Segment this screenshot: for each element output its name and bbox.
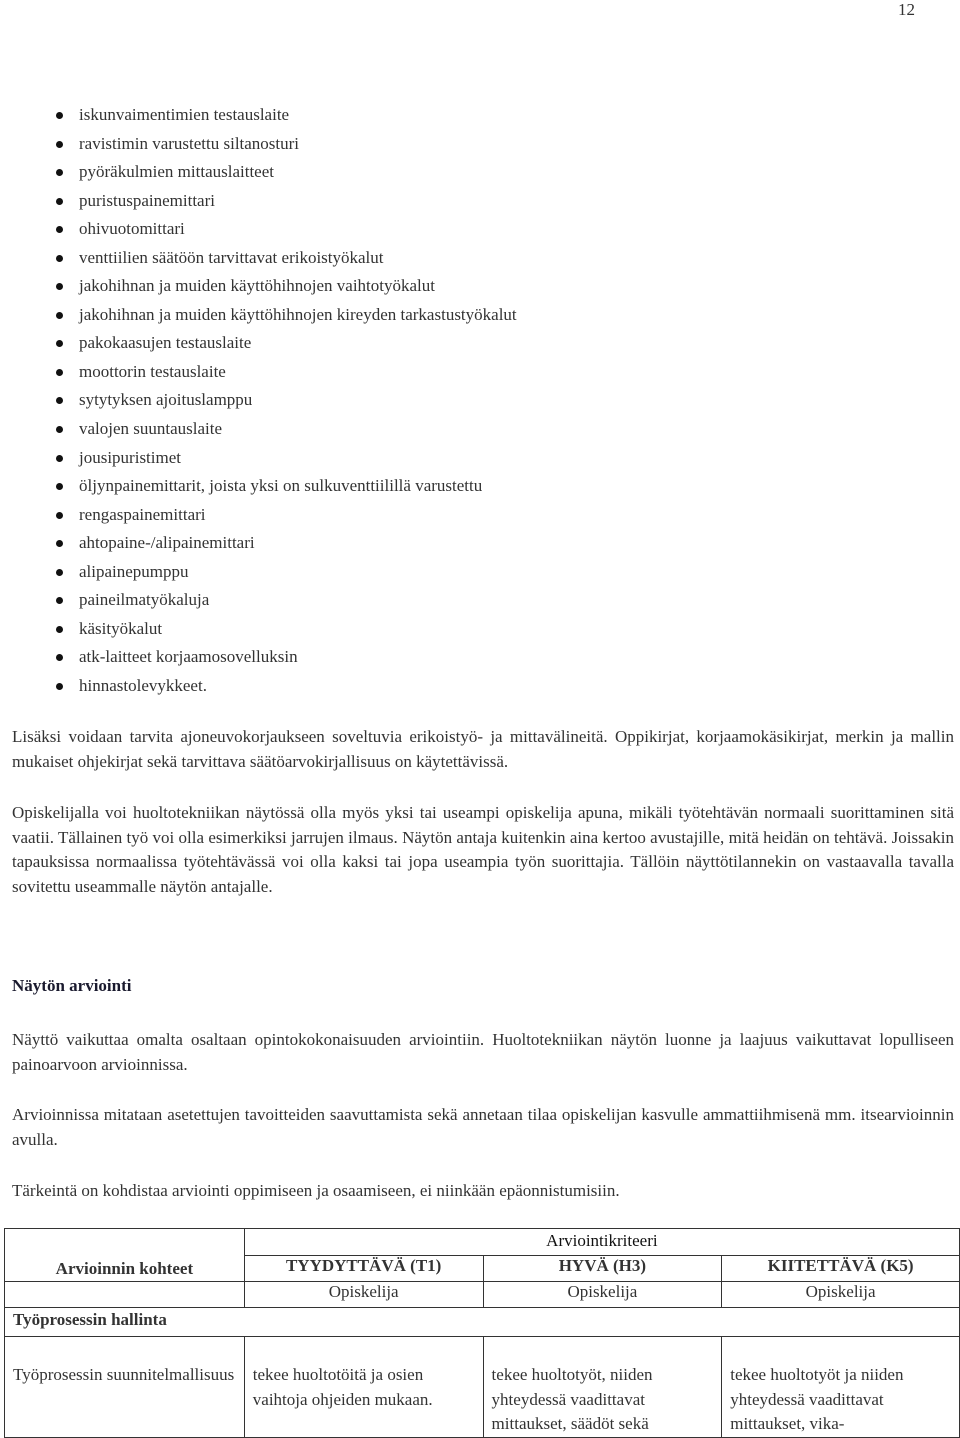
bullet-icon: [56, 255, 63, 262]
bullet-icon: [56, 226, 63, 233]
list-item: ohivuotomittari: [45, 215, 517, 244]
list-item: hinnastolevykkeet.: [45, 672, 517, 701]
list-item: alipainepumppu: [45, 558, 517, 587]
list-item: paineilmatyökaluja: [45, 586, 517, 615]
row-k5: tekee huoltotyöt ja niiden yhteydessä vaadittavat mittaukset, vika-: [722, 1337, 960, 1438]
bullet-icon: [56, 369, 63, 376]
bullet-icon: [56, 426, 63, 433]
list-item: jousipuristimet: [45, 444, 517, 473]
bullet-icon: [56, 654, 63, 661]
header-k5: KIITETTÄVÄ (K5): [722, 1256, 960, 1282]
header-h3: HYVÄ (H3): [483, 1256, 722, 1282]
list-item: venttiilien säätöön tarvittavat erikoistyökalut: [45, 244, 517, 273]
list-item: öljynpainemittarit, joista yksi on sulkuventtiilillä varustettu: [45, 472, 517, 501]
student-t1: Opiskelija: [244, 1282, 483, 1308]
bullet-icon: [56, 626, 63, 633]
student-k5: Opiskelija: [722, 1282, 960, 1308]
list-item: ravistimin varustettu siltanosturi: [45, 130, 517, 159]
bullet-icon: [56, 512, 63, 519]
bullet-icon: [56, 683, 63, 690]
bullet-icon: [56, 397, 63, 404]
list-item: sytytyksen ajoituslamppu: [45, 386, 517, 415]
bullet-icon: [56, 569, 63, 576]
paragraph-weight: Näyttö vaikuttaa omalta osaltaan opintokokonaisuuden arviointiin. Huoltotekniikan näytön luonne ja laajuus vaikuttavat lopulliseen painoarvoon arvioinnissa.: [12, 1030, 954, 1074]
bullet-icon: [56, 283, 63, 290]
section-heading: Näytön arviointi: [12, 976, 132, 995]
list-item: iskunvaimentimien testauslaite: [45, 101, 517, 130]
paragraph-tools: Lisäksi voidaan tarvita ajoneuvokorjaukseen soveltuvia erikoistyö- ja mittavälineitä. Oppikirjat, korjaamokäsikirjat, merkin ja mallin mukaiset ohjekirjat sekä tarvittava säätöarvokirjallisuus on käytettävissä.: [12, 727, 954, 771]
paragraph-focus: Tärkeintä on kohdistaa arviointi oppimiseen ja osaamiseen, ei niinkään epäonnistumisiin.: [12, 1181, 620, 1200]
assessment-table: [4, 1228, 960, 1438]
header-t1: TYYDYTTÄVÄ (T1): [244, 1256, 483, 1282]
list-item: pyöräkulmien mittauslaitteet: [45, 158, 517, 187]
list-item: puristuspainemittari: [45, 187, 517, 216]
bullet-icon: [56, 540, 63, 547]
bullet-icon: [56, 141, 63, 148]
list-item: moottorin testauslaite: [45, 358, 517, 387]
bullet-icon: [56, 455, 63, 462]
bullet-icon: [56, 312, 63, 319]
bullet-icon: [56, 169, 63, 176]
row-t1: tekee huoltotöitä ja osien vaihtoja ohjeiden mukaan.: [244, 1337, 483, 1438]
bullet-icon: [56, 198, 63, 205]
empty-cell: [5, 1282, 245, 1308]
list-item: ahtopaine-/alipainemittari: [45, 529, 517, 558]
student-h3: Opiskelija: [483, 1282, 722, 1308]
row-h3: tekee huoltotyöt, niiden yhteydessä vaadittavat mittaukset, säädöt sekä: [483, 1337, 722, 1438]
list-item: jakohihnan ja muiden käyttöhihnojen vaihtotyökalut: [45, 272, 517, 301]
list-item: käsityökalut: [45, 615, 517, 644]
bullet-icon: [56, 112, 63, 119]
list-item: jakohihnan ja muiden käyttöhihnojen kireyden tarkastustyökalut: [45, 301, 517, 330]
bullet-icon: [56, 483, 63, 490]
bullet-icon: [56, 597, 63, 604]
section-row: Työprosessin hallinta: [5, 1308, 960, 1337]
bullet-icon: [56, 340, 63, 347]
list-item: valojen suuntauslaite: [45, 415, 517, 444]
list-item: atk-laitteet korjaamosovelluksin: [45, 643, 517, 672]
list-item: pakokaasujen testauslaite: [45, 329, 517, 358]
paragraph-goals: Arvioinnissa mitataan asetettujen tavoitteiden saavuttamista sekä annetaan tilaa opiskelijan kasvulle ammattiihmisenä mm. itsearvioinnin avulla.: [12, 1105, 954, 1149]
row-target: Työprosessin suunnitelmallisuus: [5, 1337, 245, 1438]
list-item: rengaspainemittari: [45, 501, 517, 530]
header-criteria: Arviointikriteeri: [244, 1229, 959, 1256]
equipment-list: [45, 101, 517, 700]
paragraph-assistants: Opiskelijalla voi huoltotekniikan näytössä olla myös yksi tai useampi opiskelija apuna, mikäli työtehtävän normaali suorittaminen sitä vaatii. Tällainen työ voi olla esimerkiksi jarrujen ilmaus. Näytön antaja kuitenkin aina kertoo avustajille, mitä heidän on tehtävä. Joissakin tapauksissa normaalissa työtehtävässä voi olla kaksi tai jopa useampia työn suorittajia. Tällöin näyttötilannekin on vastaavalla tavalla sovitettu useammalle näytön antajalle.: [12, 803, 954, 896]
page-number: 12: [898, 0, 915, 19]
header-target: Arvioinnin kohteet: [5, 1229, 245, 1282]
